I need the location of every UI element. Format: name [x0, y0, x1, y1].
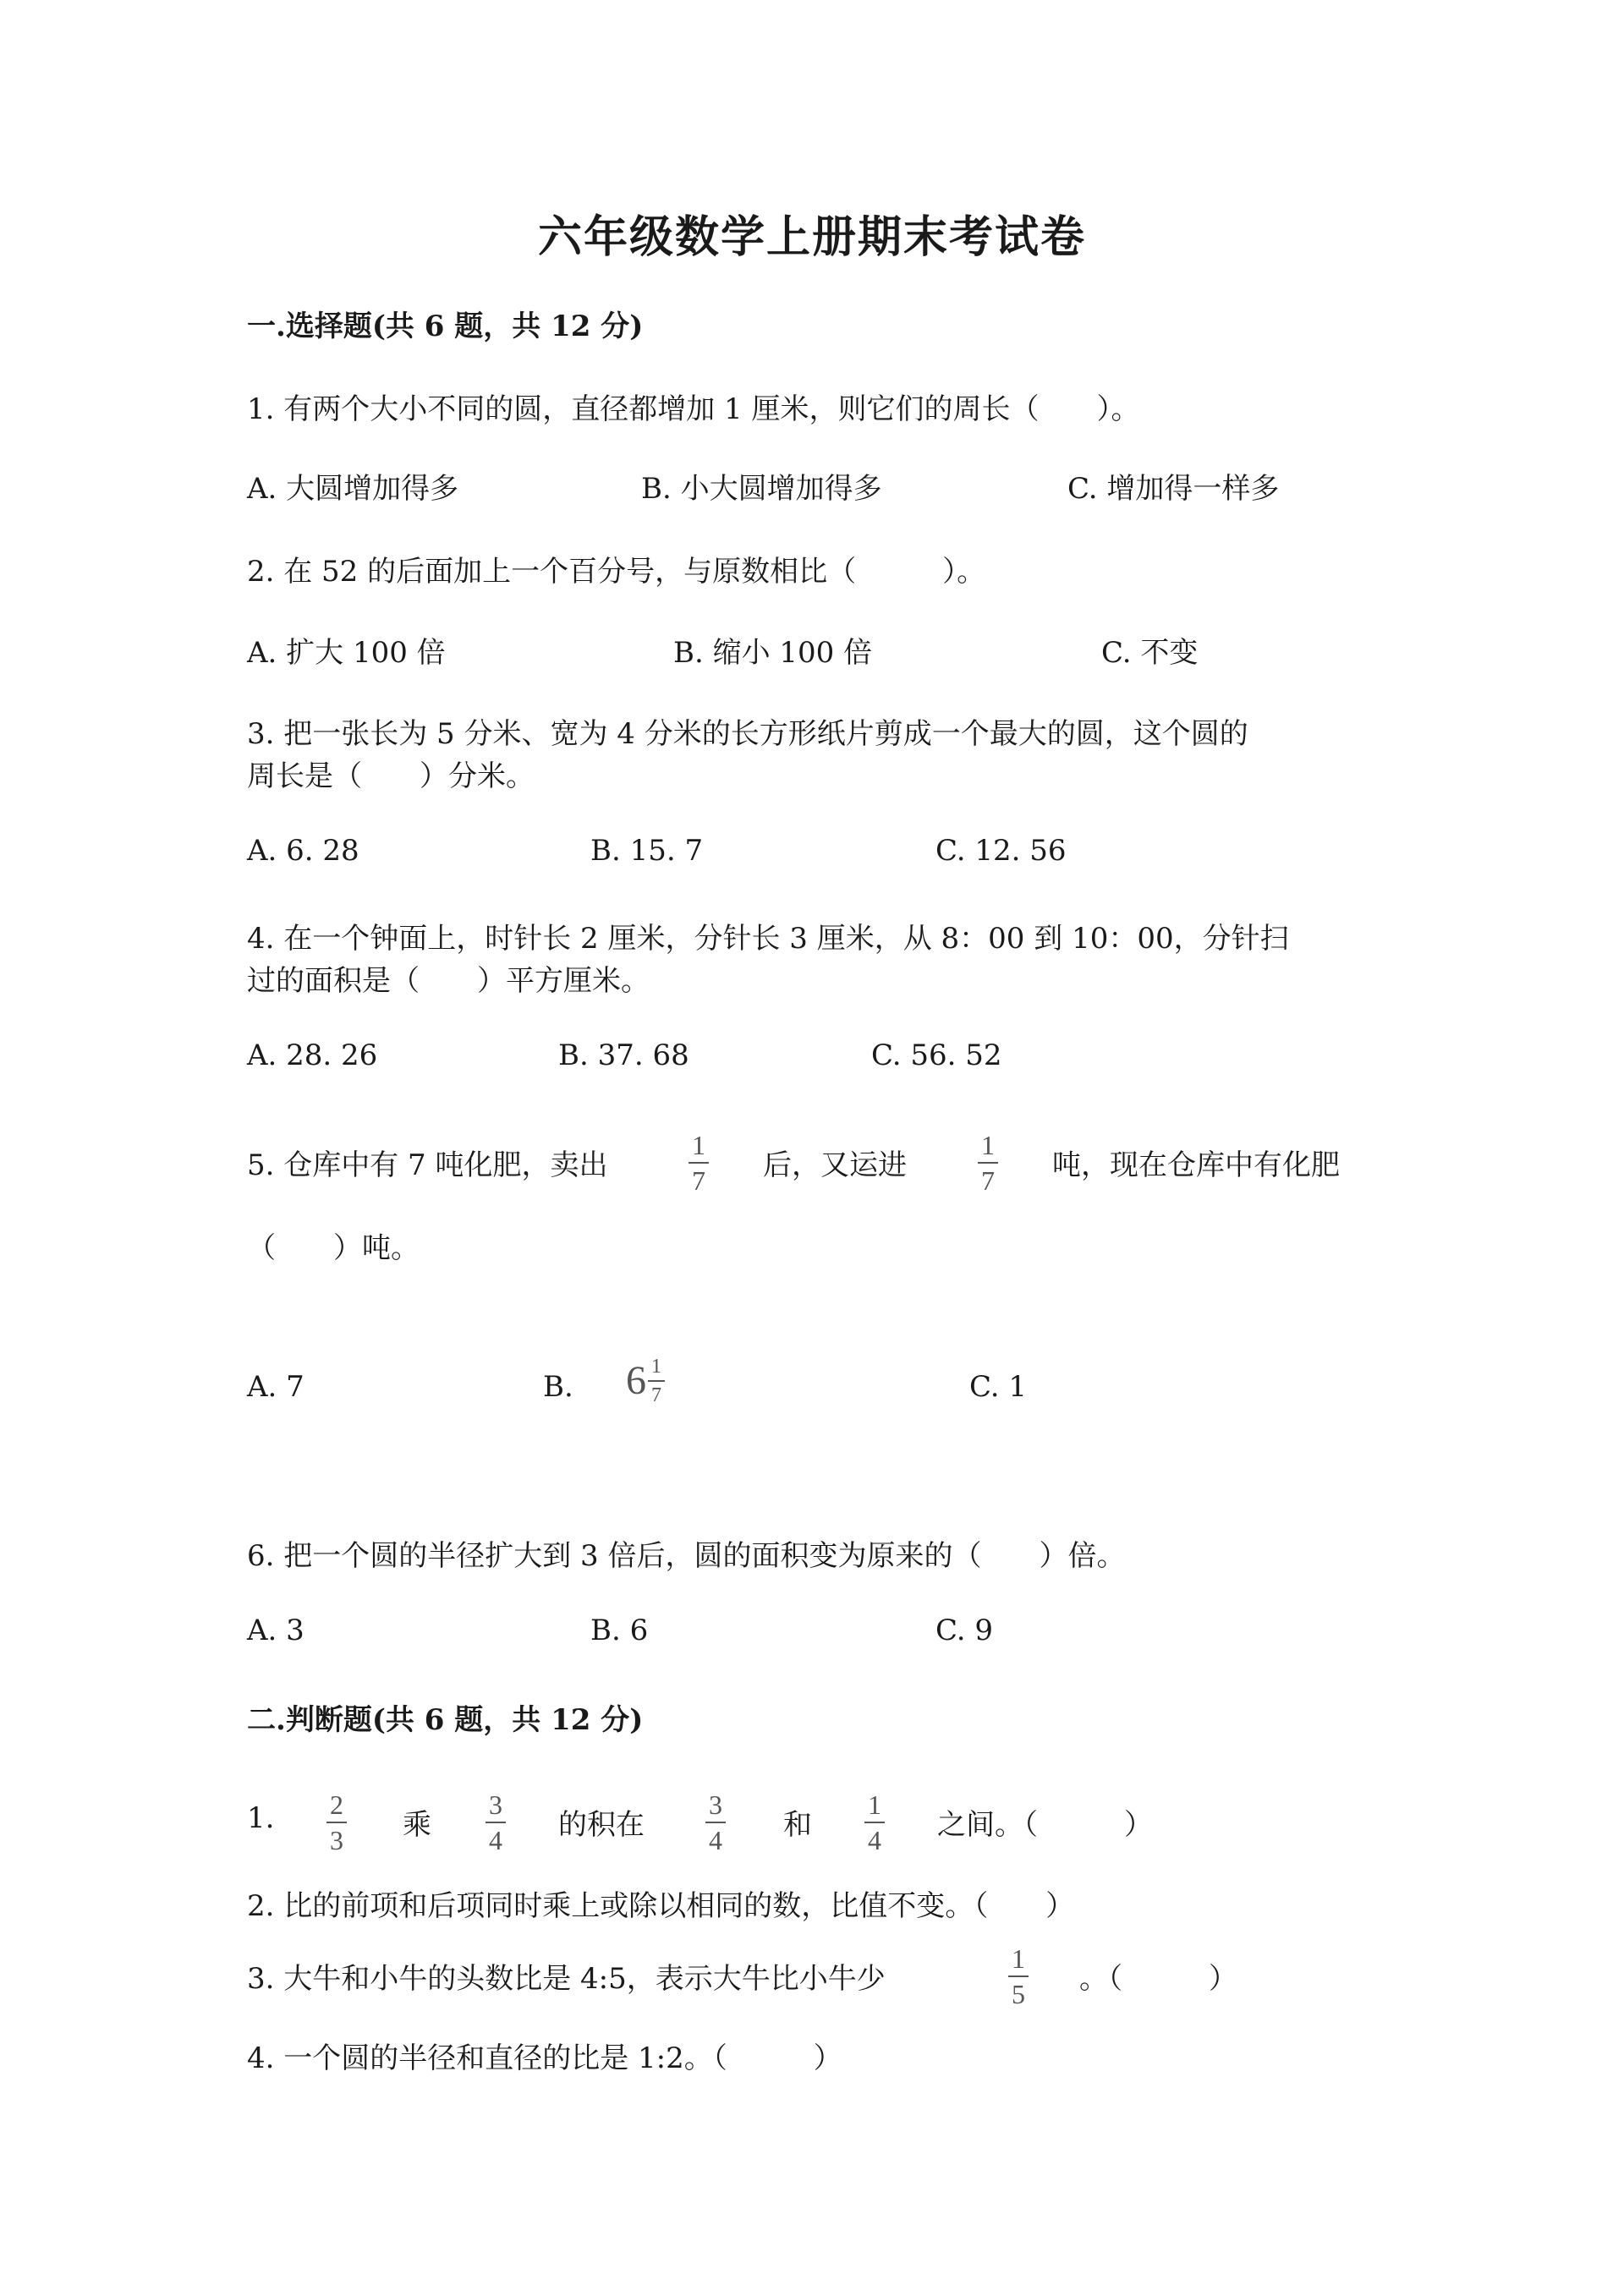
q4-option-a: A. 28. 26 — [247, 1038, 378, 1072]
q5-option-a: A. 7 — [247, 1370, 304, 1404]
q6-option-b: B. 6 — [590, 1614, 649, 1647]
question-6: 6. 把一个圆的半径扩大到 3 倍后，圆的面积变为原来的（ ）倍。 — [247, 1539, 1126, 1573]
q2-option-a: A. 扩大 100 倍 — [247, 636, 446, 670]
q5-fraction-2-denominator: 7 — [978, 1162, 998, 1194]
q5-option-b-whole: 6 — [626, 1358, 646, 1403]
j1-fraction-2 — [486, 1791, 506, 1854]
q6-option-a: A. 3 — [247, 1614, 304, 1647]
q3-option-a: A. 6. 28 — [247, 834, 359, 868]
q4-option-b: B. 37. 68 — [558, 1038, 689, 1072]
j1-fraction-4 — [864, 1791, 885, 1854]
q5-option-b-label: B. — [543, 1370, 573, 1404]
question-3-line2: 周长是（ ）分米。 — [247, 759, 535, 793]
question-3-line1: 3. 把一张长为 5 分米、宽为 4 分米的长方形纸片剪成一个最大的圆，这个圆的 — [247, 717, 1248, 751]
section-heading-judgement: 二.判断题(共 6 题，共 12 分) — [247, 1703, 644, 1737]
q5-fraction-1-numerator: 1 — [692, 1130, 705, 1160]
j3-fraction-denominator: 5 — [1008, 1975, 1029, 2008]
q1-option-c: C. 增加得一样多 — [1067, 472, 1280, 506]
q1-option-a: A. 大圆增加得多 — [247, 472, 459, 506]
j1-fraction-3-numerator: 3 — [709, 1789, 722, 1820]
j1-fraction-1 — [326, 1791, 347, 1854]
judgement-1-word-2: 的积在 — [558, 1808, 645, 1842]
q5-option-b-numerator: 1 — [651, 1356, 661, 1378]
question-5-part2: 后，又运进 — [763, 1148, 907, 1182]
question-5-line2: （ ）吨。 — [247, 1231, 420, 1265]
j1-fraction-2-denominator: 4 — [486, 1822, 506, 1854]
q3-option-b: B. 15. 7 — [590, 834, 704, 868]
judgement-4: 4. 一个圆的半径和直径的比是 1:2。（ ） — [247, 2041, 842, 2075]
question-2: 2. 在 52 的后面加上一个百分号，与原数相比（ ）。 — [247, 555, 986, 589]
q5-option-b-denominator: 7 — [648, 1380, 665, 1406]
q5-fraction-1-denominator: 7 — [689, 1162, 709, 1194]
question-1: 1. 有两个大小不同的圆，直径都增加 1 厘米，则它们的周长（ ）。 — [247, 392, 1140, 426]
j1-fraction-4-denominator: 4 — [864, 1822, 885, 1854]
j3-fraction-numerator: 1 — [1012, 1943, 1025, 1974]
judgement-2: 2. 比的前项和后项同时乘上或除以相同的数，比值不变。（ ） — [247, 1889, 1075, 1923]
q2-option-b: B. 缩小 100 倍 — [673, 636, 873, 670]
judgement-3-part2: 。（ ） — [1079, 1962, 1237, 1996]
judgement-1-number: 1. — [247, 1801, 275, 1835]
j3-fraction — [1008, 1945, 1029, 2008]
q5-fraction-2-numerator: 1 — [981, 1130, 995, 1160]
judgement-1-word-4: 之间。（ ） — [937, 1808, 1153, 1842]
j1-fraction-4-numerator: 1 — [868, 1789, 881, 1820]
j1-fraction-3-denominator: 4 — [705, 1822, 726, 1854]
q5-fraction-2 — [978, 1132, 998, 1194]
q5-option-c: C. 1 — [969, 1370, 1028, 1404]
question-4-line1: 4. 在一个钟面上，时针长 2 厘米，分针长 3 厘米，从 8：00 到 10：00，分针扫 — [247, 922, 1289, 956]
judgement-3-part1: 3. 大牛和小牛的头数比是 4:5，表示大牛比小牛少 — [247, 1962, 886, 1996]
q1-option-b: B. 小大圆增加得多 — [641, 472, 882, 506]
j1-fraction-3 — [705, 1791, 726, 1854]
section-heading-choice: 一.选择题(共 6 题，共 12 分) — [247, 310, 644, 343]
q6-option-c: C. 9 — [935, 1614, 994, 1647]
question-5-part1: 5. 仓库中有 7 吨化肥，卖出 — [247, 1148, 608, 1182]
q3-option-c: C. 12. 56 — [935, 834, 1067, 868]
question-4-line2: 过的面积是（ ）平方厘米。 — [247, 964, 650, 998]
q5-option-b-fraction — [648, 1356, 665, 1406]
j1-fraction-1-denominator: 3 — [326, 1822, 347, 1854]
q2-option-c: C. 不变 — [1101, 636, 1199, 670]
j1-fraction-2-numerator: 3 — [489, 1789, 502, 1820]
q4-option-c: C. 56. 52 — [871, 1038, 1002, 1072]
judgement-1-word-3: 和 — [783, 1808, 812, 1842]
q5-fraction-1 — [689, 1132, 709, 1194]
question-5-part3: 吨，现在仓库中有化肥 — [1052, 1148, 1340, 1182]
judgement-1-word-1: 乘 — [403, 1808, 431, 1842]
page-title: 六年级数学上册期末考试卷 — [537, 211, 1086, 263]
j1-fraction-1-numerator: 2 — [330, 1789, 343, 1820]
q5-option-b-mixed-number — [626, 1356, 665, 1406]
